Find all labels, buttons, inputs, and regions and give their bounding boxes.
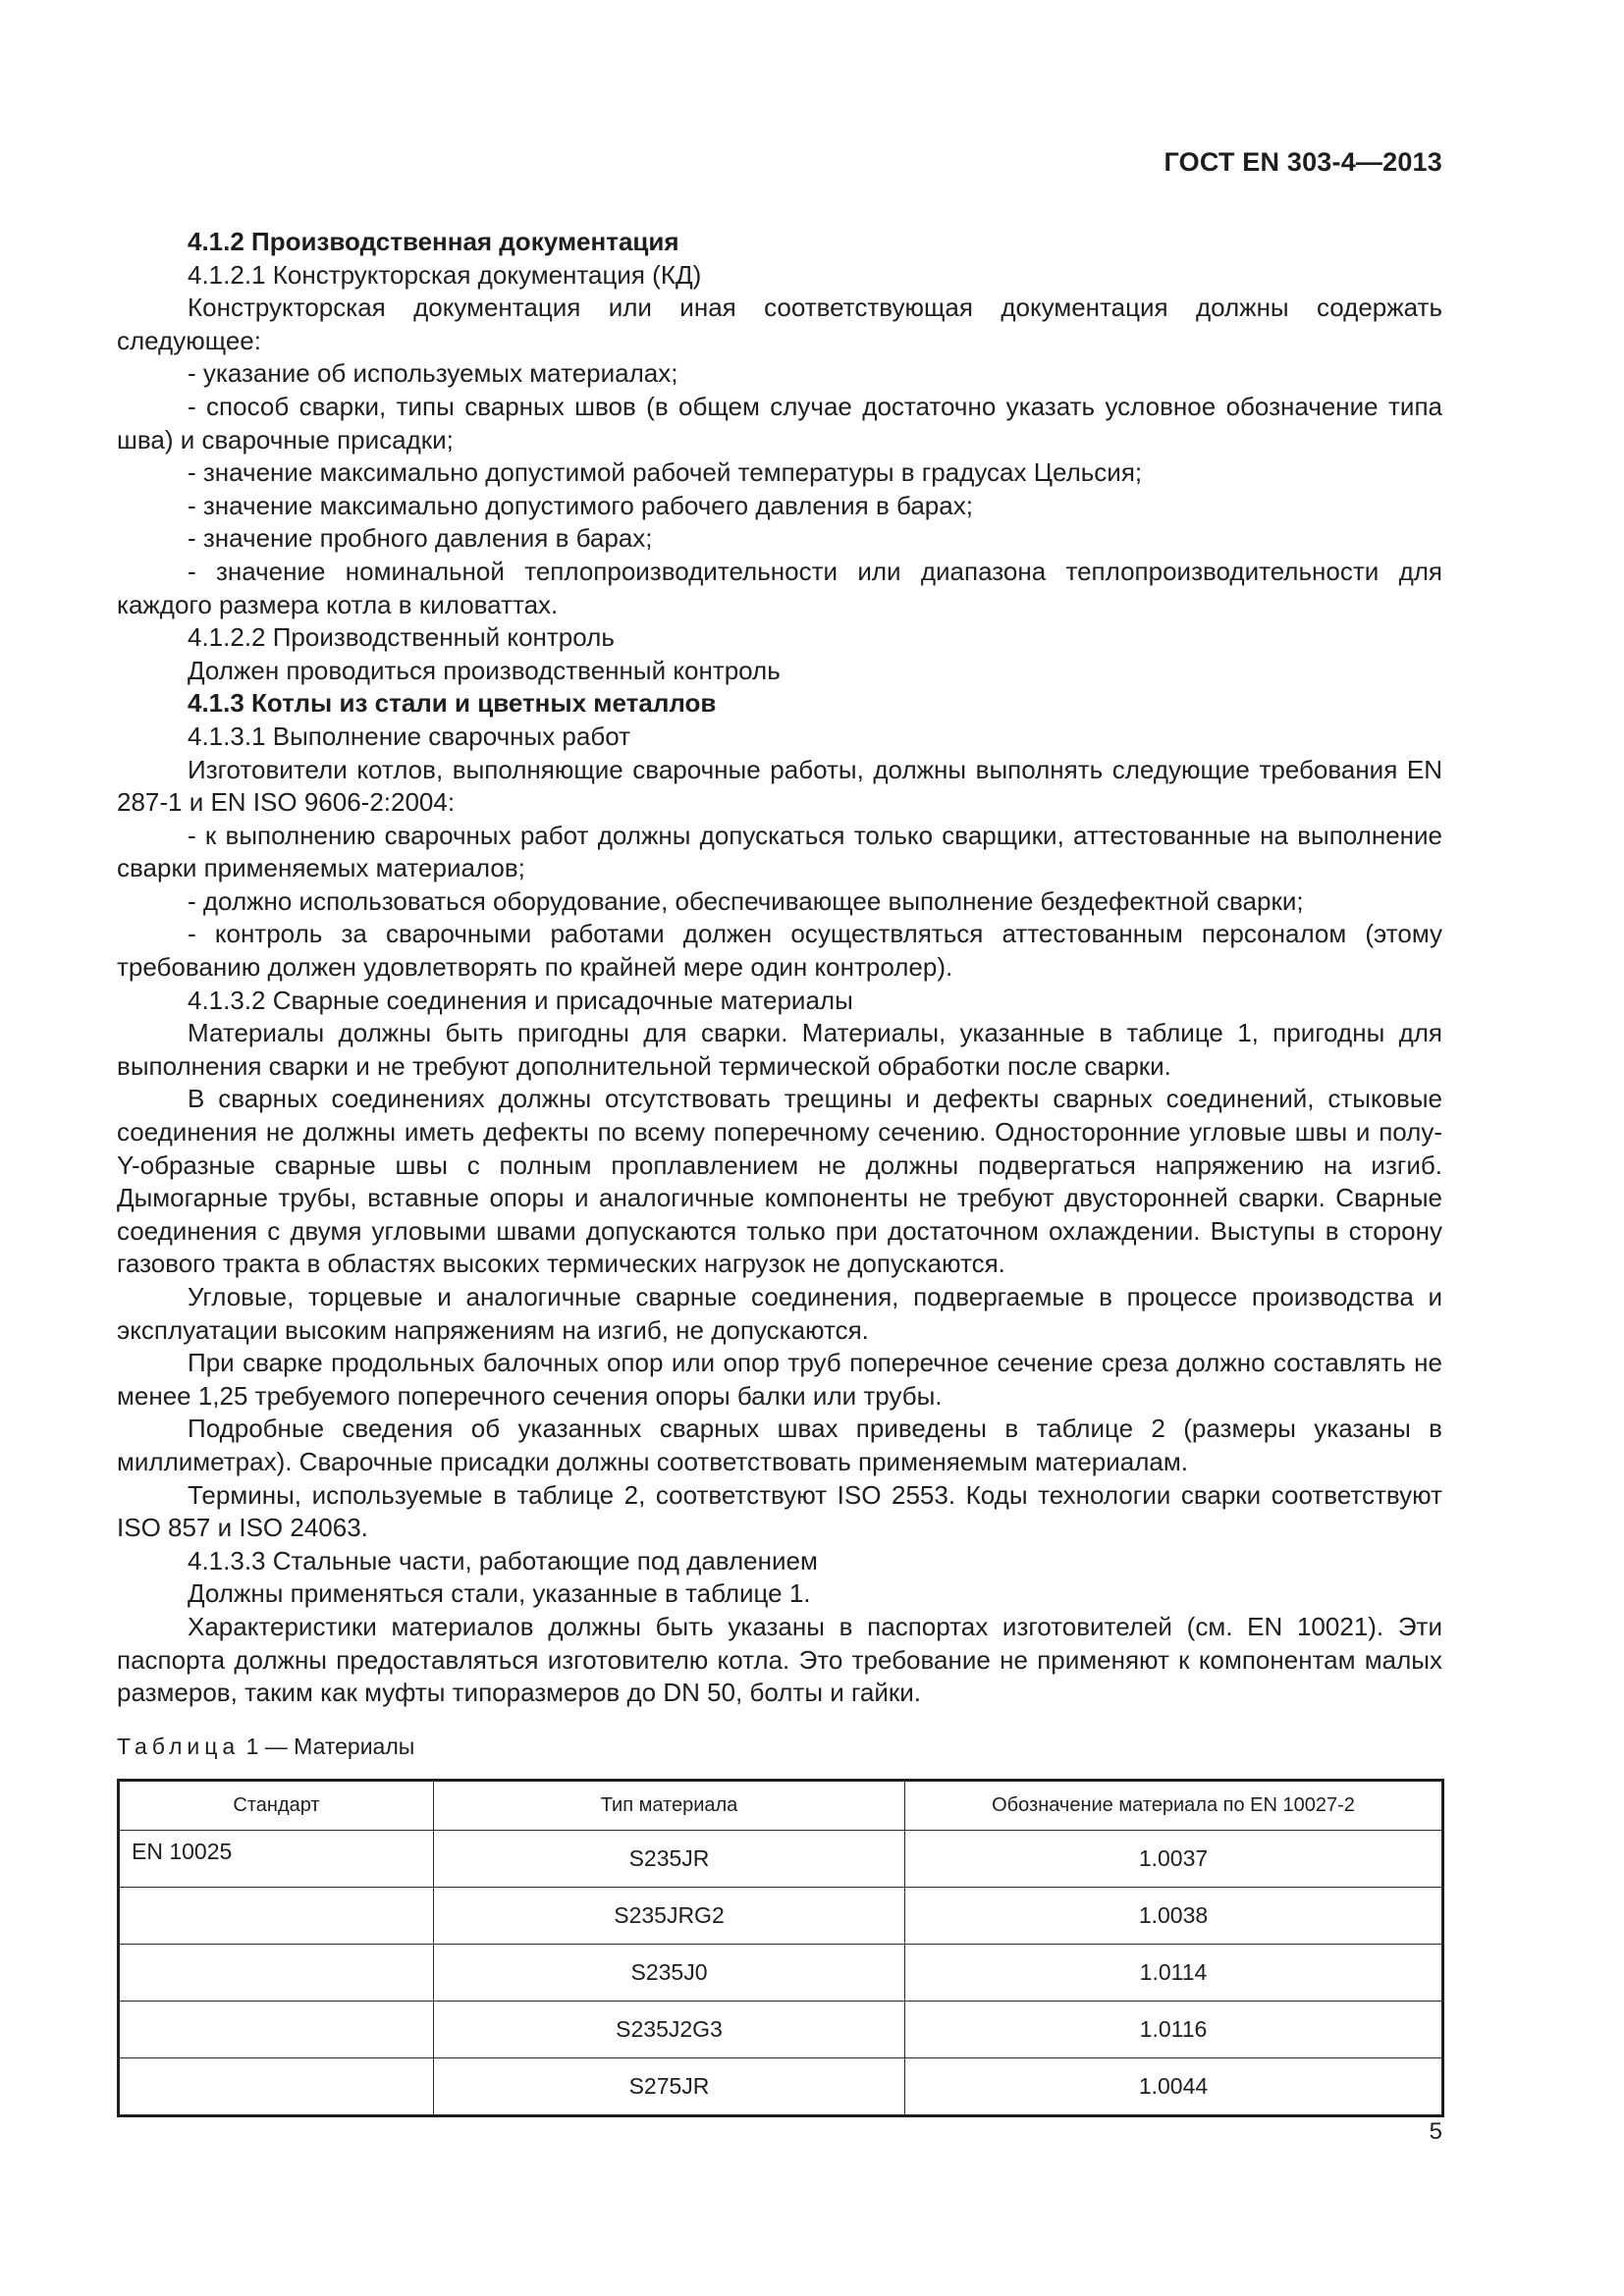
cell-material-type: S235J2G3 [434, 2002, 905, 2058]
list-item: - контроль за сварочными работами должен осуществляться аттестованным персоналом (этому требованию должен удовлетворять по крайней мере один контролер). [117, 919, 1442, 983]
cell-material-type: S235J0 [434, 1945, 905, 2002]
table-caption-label: Таблица [117, 1734, 241, 1759]
table-caption-title: 1 — Материалы [240, 1734, 415, 1759]
cell-material-type: S275JR [434, 2058, 905, 2116]
paragraph: Угловые, торцевые и аналогичные сварные соединения, подвергаемые в процессе производства и эксплуатации высоким напряжениям на изгиб, не допускаются. [117, 1282, 1442, 1345]
table-caption [117, 1734, 414, 1760]
paragraph: Конструкторская документация или иная соответствующая документация должны содержать следующее: [117, 293, 1442, 355]
list-item: - значение максимально допустимой рабочей температуры в градусах Цельсия; [188, 457, 1143, 488]
column-header-material-type: Тип материала [434, 1781, 905, 1831]
cell-material-type: S235JRG2 [434, 1888, 905, 1945]
body-text [117, 226, 1442, 1710]
document-header: ГОСТ EN 303-4—2013 [1164, 147, 1442, 177]
cell-material-type: S235JR [434, 1831, 905, 1888]
list-item: - значение номинальной теплопроизводительности или диапазона теплопроизводительности для каждого размера котла в киловаттах. [117, 556, 1442, 619]
section-heading: 4.1.3 Котлы из стали и цветных металлов [188, 688, 717, 719]
column-header-designation: Обозначение материала по EN 10027-2 [905, 1781, 1443, 1831]
cell-standard [119, 1945, 434, 2002]
paragraph: Материалы должны быть пригодны для сварки. Материалы, указанные в таблице 1, пригодны для выполнения сварки и не требуют дополнительной термической обработки после сварки. [117, 1018, 1442, 1081]
list-item: - способ сварки, типы сварных швов (в общем случае достаточно указать условное обозначение типа шва) и сварочные присадки; [117, 391, 1442, 454]
paragraph: 4.1.3.3 Стальные части, работающие под давлением [188, 1545, 818, 1575]
section-heading: 4.1.2 Производственная документация [188, 227, 679, 256]
list-item: - указание об используемых материалах; [188, 358, 678, 389]
paragraph: В сварных соединениях должны отсутствовать трещины и дефекты сварных соединений, стыковые соединения не должны иметь дефекты по всему поперечному сечению. Односторонние угловые швы и полу-Y-образные сварные швы с полным проплавлением не должны подвергаться напряжению на изгиб. Дымогарные трубы, вставные опоры и аналогичные компоненты не требуют двусторонней сварки. Сварные соединения с двумя угловыми швами допускаются только при достаточном охлаждении. Выступы в сторону газового тракта в областях высоких термических нагрузок не допускаются. [117, 1084, 1442, 1279]
list-item: - значение максимально допустимого рабочего давления в барах; [188, 490, 973, 520]
table-row [119, 1888, 1443, 1945]
cell-standard: EN 10025 [119, 1831, 434, 1888]
paragraph: 4.1.3.1 Выполнение сварочных работ [188, 721, 631, 751]
cell-standard [119, 2058, 434, 2116]
paragraph: При сварке продольных балочных опор или опор труб поперечное сечение среза должно составлять не менее 1,25 требуемого поперечного сечения опоры балки или трубы. [117, 1348, 1442, 1411]
paragraph: Термины, используемые в таблице 2, соответствуют ISO 2553. Коды технологии сварки соответствуют ISO 857 и ISO 24063. [117, 1479, 1442, 1543]
cell-standard [119, 2002, 434, 2058]
cell-designation: 1.0037 [905, 1831, 1443, 1888]
table-row [119, 1831, 1443, 1888]
table-row [119, 2058, 1443, 2116]
cell-designation: 1.0114 [905, 1945, 1443, 2002]
table-row [119, 1945, 1443, 2002]
cell-designation: 1.0038 [905, 1888, 1443, 1945]
paragraph: Характеристики материалов должны быть указаны в паспортах изготовителей (см. EN 10021). Эти паспорта должны предоставляться изготовителю котла. Это требование не применяют к компонентам малых размеров, таким как муфты типоразмеров до DN 50, болты и гайки. [117, 1611, 1442, 1708]
table-row [119, 2002, 1443, 2058]
paragraph: 4.1.2.1 Конструкторская документация (КД) [188, 259, 702, 290]
paragraph: Изготовители котлов, выполняющие сварочные работы, должны выполнять следующие требования EN 287-1 и EN ISO 9606-2:2004: [117, 754, 1442, 818]
paragraph: Должен проводиться производственный контроль [188, 655, 781, 685]
paragraph: Подробные сведения об указанных сварных швах приведены в таблице 2 (размеры указаны в миллиметрах). Сварочные присадки должны соответствовать применяемым материалам. [117, 1414, 1442, 1476]
paragraph: 4.1.3.2 Сварные соединения и присадочные материалы [188, 985, 853, 1015]
materials-table [117, 1779, 1444, 2117]
paragraph: 4.1.2.2 Производственный контроль [188, 622, 615, 653]
table-header-row [119, 1781, 1443, 1831]
cell-designation: 1.0044 [905, 2058, 1443, 2116]
paragraph: Должны применяться стали, указанные в таблице 1. [188, 1578, 811, 1609]
list-item: - к выполнению сварочных работ должны допускаться только сварщики, аттестованные на выполнение сварки применяемых материалов; [117, 820, 1442, 883]
cell-standard [119, 1888, 434, 1945]
page-number: 5 [1429, 2118, 1442, 2145]
list-item: - должно использоваться оборудование, обеспечивающее выполнение бездефектной сварки; [188, 885, 1304, 916]
column-header-standard: Стандарт [119, 1781, 434, 1831]
list-item: - значение пробного давления в барах; [188, 523, 653, 554]
cell-designation: 1.0116 [905, 2002, 1443, 2058]
